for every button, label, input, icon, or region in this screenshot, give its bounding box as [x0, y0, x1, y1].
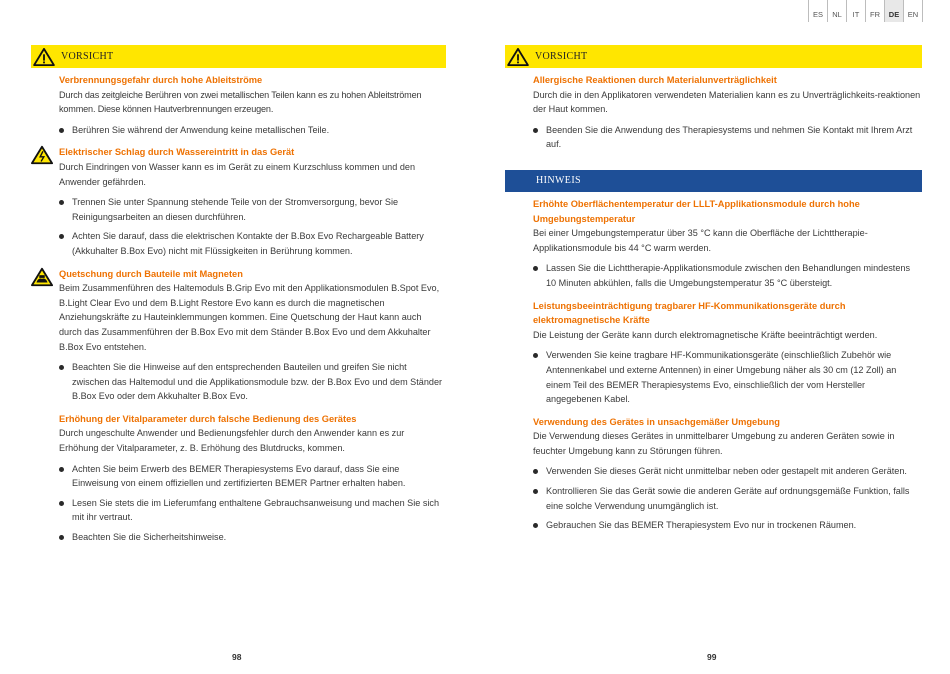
list-item-text: Kontrollieren Sie das Gerät sowie die anderen Geräte auf ordnungsgemäße Funktion, falls eine solche Verwendung unumgänglich ist.: [546, 486, 910, 511]
section-title: Leistungsbeeinträchtigung tragbarer HF-Kommunikationsgeräte durch elektromagnetische Kräfte: [533, 300, 846, 326]
section-text: Die Verwendung dieses Gerätes in unmittelbarer Umgebung zu anderen Geräten sowie in feuchter Umgebung kann zu Störungen führen.: [533, 431, 895, 456]
section-vital-parameters: [31, 412, 446, 545]
section-title: Verbrennungsgefahr durch hohe Ableitströme: [59, 75, 263, 85]
lang-tab-it[interactable]: IT: [847, 0, 866, 22]
right-page: [505, 45, 922, 541]
list-item-text: Beenden Sie die Anwendung des Therapiesystems und nehmen Sie Kontakt mit Ihrem Arzt auf.: [546, 124, 913, 150]
caution-header-label: VORSICHT: [535, 51, 588, 62]
list-item-text: Verwenden Sie keine tragbare HF-Kommunikationsgeräte (einschließlich Zubehör wie Antennenkabel und externe Antennen) in einer Umgebung näher als 30 cm (12 Zoll) an einem Teil des BEMER Therapiesystems Evo, einschließlich der vom Hersteller angegebenen Kabel.: [546, 350, 897, 405]
lang-tab-es[interactable]: ES: [809, 0, 828, 22]
caution-header: [505, 45, 922, 68]
bullet-dot: [59, 200, 64, 205]
list-item-text: Achten Sie beim Erwerb des BEMER Therapiesystems Evo darauf, dass Sie eine Einweisung von einem offiziellen und zertifizierten BEMER Partner erhalten haben.: [72, 463, 406, 489]
electric-shock-icon: [31, 145, 53, 165]
list-item: [59, 360, 446, 404]
bullet-dot: [59, 128, 64, 133]
section-text: Die Leistung der Geräte kann durch elektromagnetische Kräfte beeinträchtigt werden.: [533, 329, 878, 340]
list-item: [59, 530, 446, 545]
bullet-list: [533, 261, 922, 290]
section-text: Durch die in den Applikatoren verwendeten Materialien kann es zu Unverträglichkeits-reaktionen der Haut kommen.: [533, 89, 921, 115]
list-item: [59, 229, 446, 258]
list-item-text: Beachten Sie die Sicherheitshinweise.: [72, 532, 227, 543]
warning-triangle-icon: [33, 48, 55, 66]
list-item: [533, 518, 922, 533]
list-item-text: Beachten Sie die Hinweise auf den entsprechenden Bauteilen und greifen Sie nicht zwischen das Haltemodul und die Applikationsmodule bzw. der B.Box Evo und dem Ständer B.Box Evo oder dem Akkuhalter B.Box Evo.: [72, 362, 443, 402]
note-header: [505, 170, 922, 192]
page-number-right: 99: [707, 652, 717, 662]
bullet-list: [533, 464, 922, 532]
list-item-text: Trennen Sie unter Spannung stehende Teile von der Stromversorgung, bevor Sie Reinigungsarbeiten an diesen durchführen.: [72, 197, 399, 222]
lang-tab-nl[interactable]: NL: [828, 0, 847, 22]
bullet-dot: [59, 535, 64, 540]
section-text: Durch Eindringen von Wasser kann es im Gerät zu einem Kurzschluss kommen und den Anwender gefährden.: [59, 161, 415, 187]
section-title: Erhöhte Oberflächentemperatur der LLLT-Applikationsmodule durch hohe Umgebungstemperatur: [533, 198, 860, 224]
section-allergic-reactions: [505, 73, 922, 152]
bullet-dot: [59, 501, 64, 506]
lang-tab-de[interactable]: DE: [885, 0, 904, 22]
bullet-list: [533, 123, 922, 152]
bullet-list: [59, 360, 446, 404]
list-item-text: Lesen Sie stets die im Lieferumfang enthaltene Gebrauchsanweisung und machen Sie sich mit ihr vertraut.: [72, 497, 440, 523]
section-electric-shock: [31, 145, 446, 258]
section-title: Erhöhung der Vitalparameter durch falsche Bedienung des Gerätes: [59, 413, 357, 424]
list-item-text: Achten Sie darauf, dass die elektrischen Kontakte der B.Box Evo Rechargeable Battery (Akkuhalter B.Box Evo) nicht mit Flüssigkeiten in Berührung kommen.: [72, 231, 424, 256]
section-text: Bei einer Umgebungstemperatur über 35 °C kann die Oberfläche der Lichttherapie-Applikationsmodule bis 44 °C warm werden.: [533, 228, 868, 253]
section-text: Beim Zusammenführen des Haltemoduls B.Grip Evo mit den Applikationsmodulen B.Spot Evo, B.Light Clear Evo und dem B.Light Restore Evo kann es durch die magnetischen Anziehungskräfte zu Hauteinklemmungen kommen. Eine Quetschung der Haut kann auch durch das Zusammenführen der B.Box Evo mit dem Ständer B.Box Evo und dem Akkuhalter B.Box Evo entstehen.: [59, 283, 440, 352]
lang-tab-en[interactable]: EN: [904, 0, 923, 22]
list-item-text: Verwenden Sie dieses Gerät nicht unmittelbar neben oder gestapelt mit anderen Geräten.: [546, 466, 907, 477]
note-header-label: HINWEIS: [536, 175, 582, 187]
section-title: Allergische Reaktionen durch Materialunverträglichkeit: [533, 75, 777, 85]
magnet-crush-icon: [31, 267, 53, 287]
section-burn-hazard: [31, 73, 446, 137]
page-number-left: 98: [232, 652, 242, 662]
list-item: [533, 261, 922, 290]
section-text: Durch das zeitgleiche Berühren von zwei metallischen Teilen kann es zu hohen Ableitströmen kommen. Diese können Hautverbrennungen erzeugen.: [59, 89, 422, 115]
bullet-dot: [59, 234, 64, 239]
bullet-dot: [533, 523, 538, 528]
bullet-dot: [533, 353, 538, 358]
bullet-dot: [533, 489, 538, 494]
lang-tab-fr[interactable]: FR: [866, 0, 885, 22]
section-surface-temperature: [505, 197, 922, 291]
list-item: [533, 348, 922, 406]
section-title: Elektrischer Schlag durch Wassereintritt in das Gerät: [59, 147, 295, 158]
bullet-dot: [533, 128, 538, 133]
list-item-text: Gebrauchen Sie das BEMER Therapiesystem Evo nur in trockenen Räumen.: [546, 520, 857, 531]
bullet-list: [533, 348, 922, 406]
section-title: Quetschung durch Bauteile mit Magneten: [59, 268, 243, 279]
bullet-dot: [533, 266, 538, 271]
list-item: [59, 123, 446, 138]
section-magnet-crush: [31, 267, 446, 404]
bullet-dot: [59, 467, 64, 472]
language-tabs: [808, 0, 923, 22]
left-page: [31, 45, 446, 553]
list-item: [533, 123, 922, 152]
list-item: [59, 496, 446, 525]
list-item: [533, 484, 922, 513]
caution-header-label: VORSICHT: [61, 51, 114, 62]
section-title: Verwendung des Gerätes in unsachgemäßer Umgebung: [533, 416, 780, 427]
list-item: [533, 464, 922, 479]
caution-header: [31, 45, 446, 68]
bullet-list: [59, 195, 446, 258]
bullet-list: [59, 123, 446, 138]
list-item: [59, 195, 446, 224]
bullet-dot: [533, 469, 538, 474]
list-item-text: Lassen Sie die Lichttherapie-Applikationsmodule zwischen den Behandlungen mindestens 10 Minuten abkühlen, falls die Umgebungstemperatur 35 °C übersteigt.: [546, 263, 910, 288]
section-improper-environment: [505, 415, 922, 533]
section-text: Durch ungeschulte Anwender und Bedienungsfehler durch den Anwender kann es zur Erhöhung der Vitalparameter, z. B. Erhöhung des Blutdrucks, kommen.: [59, 428, 405, 454]
warning-triangle-icon: [507, 48, 529, 66]
bullet-dot: [59, 365, 64, 370]
bullet-list: [59, 462, 446, 545]
list-item: [59, 462, 446, 491]
section-hf-interference: [505, 299, 922, 407]
list-item-text: Berühren Sie während der Anwendung keine metallischen Teile.: [72, 124, 330, 135]
